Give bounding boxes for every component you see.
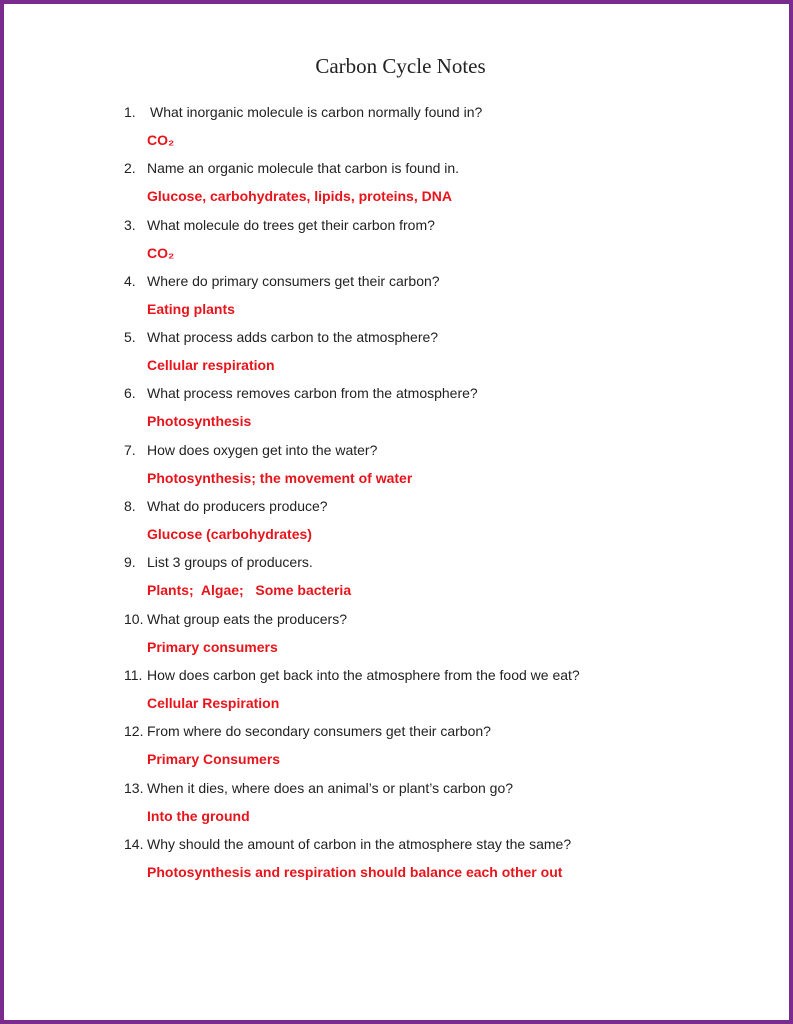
question-text: What group eats the producers? (147, 610, 348, 627)
question-number: 9. (124, 554, 136, 571)
question-text: Name an organic molecule that carbon is found in. (147, 160, 460, 177)
question-item-9 (4, 552, 793, 608)
answer-text: Photosynthesis (147, 413, 252, 430)
question-text: From where do secondary consumers get their carbon? (147, 723, 491, 740)
question-number: 7. (124, 441, 136, 458)
question-list (4, 102, 793, 890)
question-item-7 (4, 440, 793, 496)
answer-text: Primary Consumers (147, 751, 281, 768)
answer-text: Glucose, carbohydrates, lipids, proteins, DNA (147, 188, 452, 205)
question-item-14 (4, 834, 793, 890)
question-item-4 (4, 271, 793, 327)
question-number: 2. (124, 160, 136, 177)
question-item-11 (4, 665, 793, 721)
question-number: 3. (124, 216, 136, 233)
answer-text: Plants; Algae; Some bacteria (147, 582, 352, 599)
answer-text: CO₂ (147, 132, 175, 148)
question-number: 14. (124, 835, 144, 852)
question-text: How does oxygen get into the water? (147, 441, 378, 458)
question-text: What do producers produce? (147, 498, 328, 515)
answer-text: CO₂ (147, 244, 175, 261)
question-text: How does carbon get back into the atmosphere from the food we eat? (147, 666, 580, 683)
question-item-2 (4, 158, 793, 214)
question-number: 13. (124, 779, 144, 796)
question-text: List 3 groups of producers. (147, 554, 313, 571)
question-text: Why should the amount of carbon in the atmosphere stay the same? (147, 835, 572, 852)
question-number: 12. (124, 723, 144, 740)
question-item-3 (4, 215, 793, 271)
question-number: 4. (124, 272, 136, 289)
question-text: What process adds carbon to the atmosphere? (147, 329, 439, 346)
question-number: 5. (124, 329, 136, 346)
answer-text: Primary consumers (147, 638, 278, 655)
page-title: Carbon Cycle Notes (315, 54, 486, 78)
question-text: What inorganic molecule is carbon normally found in? (150, 104, 483, 120)
answer-text: Glucose (carbohydrates) (147, 526, 312, 543)
question-item-1 (4, 102, 793, 158)
answer-text: Cellular Respiration (147, 694, 280, 711)
answer-text: Into the ground (147, 807, 250, 824)
question-number: 6. (124, 385, 136, 402)
question-item-5 (4, 327, 793, 383)
answer-text: Eating plants (147, 300, 235, 317)
question-number: 11. (124, 666, 143, 683)
question-item-10 (4, 609, 793, 665)
question-item-6 (4, 383, 793, 439)
question-text: What process removes carbon from the atmosphere? (147, 385, 478, 402)
answer-text: Photosynthesis; the movement of water (147, 469, 413, 486)
answer-text: Photosynthesis and respiration should balance each other out (147, 863, 563, 880)
question-text: What molecule do trees get their carbon from? (147, 216, 435, 233)
question-text: When it dies, where does an animal’s or plant’s carbon go? (147, 779, 514, 796)
question-item-12 (4, 721, 793, 777)
answer-text: Cellular respiration (147, 357, 275, 374)
question-number: 1. (124, 104, 136, 120)
question-item-8 (4, 496, 793, 552)
question-item-13 (4, 778, 793, 834)
question-text: Where do primary consumers get their carbon? (147, 272, 440, 289)
question-number: 8. (124, 498, 136, 515)
question-number: 10. (124, 610, 144, 627)
